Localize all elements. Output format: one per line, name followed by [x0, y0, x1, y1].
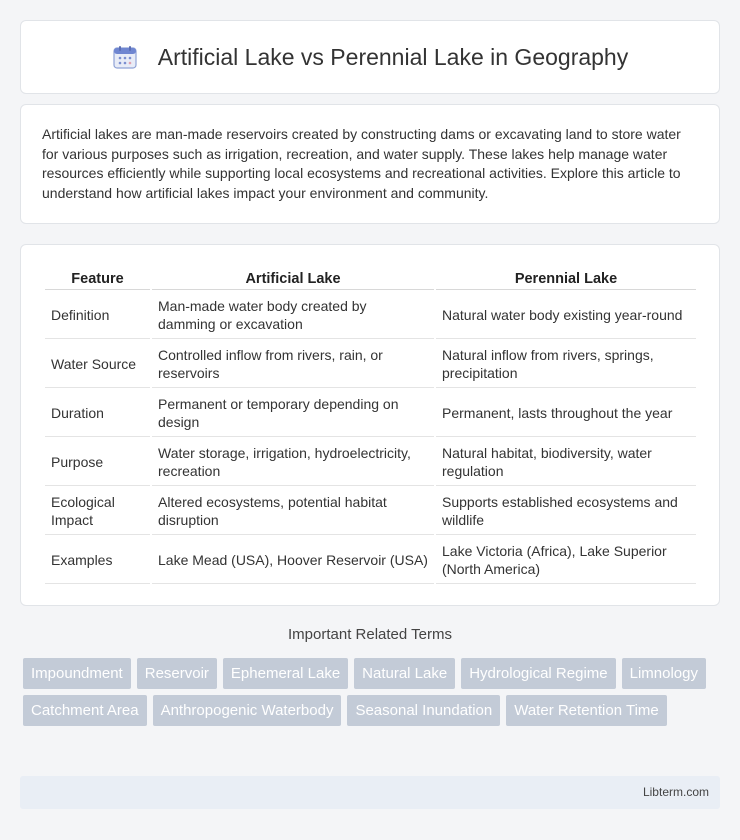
header-card: [20, 20, 720, 94]
table-header-row: [45, 267, 696, 290]
related-term-tag[interactable]: Natural Lake: [354, 658, 455, 689]
related-term-tag[interactable]: Water Retention Time: [506, 695, 667, 726]
table-cell: Supports established ecosystems and wildlife: [436, 488, 696, 535]
table-cell: Lake Victoria (Africa), Lake Superior (North America): [436, 537, 696, 584]
related-terms-list: [23, 658, 723, 732]
related-terms-title: Important Related Terms: [288, 626, 452, 643]
table-cell: Examples: [45, 537, 150, 584]
calendar-icon: [112, 44, 138, 70]
related-term-tag[interactable]: Limnology: [622, 658, 706, 689]
table-cell: Ecological Impact: [45, 488, 150, 535]
related-term-tag[interactable]: Ephemeral Lake: [223, 658, 348, 689]
table-cell: Water Source: [45, 341, 150, 388]
table-row: [45, 292, 696, 339]
table-cell: Natural habitat, biodiversity, water regulation: [436, 439, 696, 486]
intro-text: Artificial lakes are man-made reservoirs created by constructing dams or excavating land to store water for various purposes such as irrigation, recreation, and water supply. These lakes help manage water resources efficiently while supporting local ecosystems and recreational activities. Explore this article to understand how artificial lakes impact your environment and community.: [42, 126, 681, 201]
table-row: [45, 439, 696, 486]
table-cell: Water storage, irrigation, hydroelectricity, recreation: [152, 439, 434, 486]
table-cell: Lake Mead (USA), Hoover Reservoir (USA): [152, 537, 434, 584]
footer: [20, 776, 720, 809]
table-cell: Natural inflow from rivers, springs, precipitation: [436, 341, 696, 388]
table-cell: Permanent or temporary depending on design: [152, 390, 434, 437]
column-header-artificial: Artificial Lake: [152, 267, 434, 290]
related-term-tag[interactable]: Catchment Area: [23, 695, 147, 726]
table-row: [45, 537, 696, 584]
table-cell: Man-made water body created by damming or excavation: [152, 292, 434, 339]
table-row: [45, 390, 696, 437]
table-row: [45, 488, 696, 535]
table-cell: Permanent, lasts throughout the year: [436, 390, 696, 437]
column-header-perennial: Perennial Lake: [436, 267, 696, 290]
intro-card: [20, 104, 720, 224]
comparison-card: [20, 244, 720, 606]
column-header-feature: Feature: [45, 267, 150, 290]
related-term-tag[interactable]: Hydrological Regime: [461, 658, 615, 689]
related-term-tag[interactable]: Anthropogenic Waterbody: [153, 695, 342, 726]
related-term-tag[interactable]: Impoundment: [23, 658, 131, 689]
table-cell: Natural water body existing year-round: [436, 292, 696, 339]
page-title: Artificial Lake vs Perennial Lake in Geography: [157, 43, 629, 70]
footer-brand[interactable]: Libterm.com: [642, 785, 709, 799]
table-cell: Duration: [45, 390, 150, 437]
table-cell: Altered ecosystems, potential habitat disruption: [152, 488, 434, 535]
related-term-tag[interactable]: Seasonal Inundation: [347, 695, 500, 726]
table-row: [45, 341, 696, 388]
table-cell: Definition: [45, 292, 150, 339]
table-cell: Controlled inflow from rivers, rain, or reservoirs: [152, 341, 434, 388]
table-cell: Purpose: [45, 439, 150, 486]
comparison-table: [43, 265, 698, 586]
related-term-tag[interactable]: Reservoir: [137, 658, 217, 689]
